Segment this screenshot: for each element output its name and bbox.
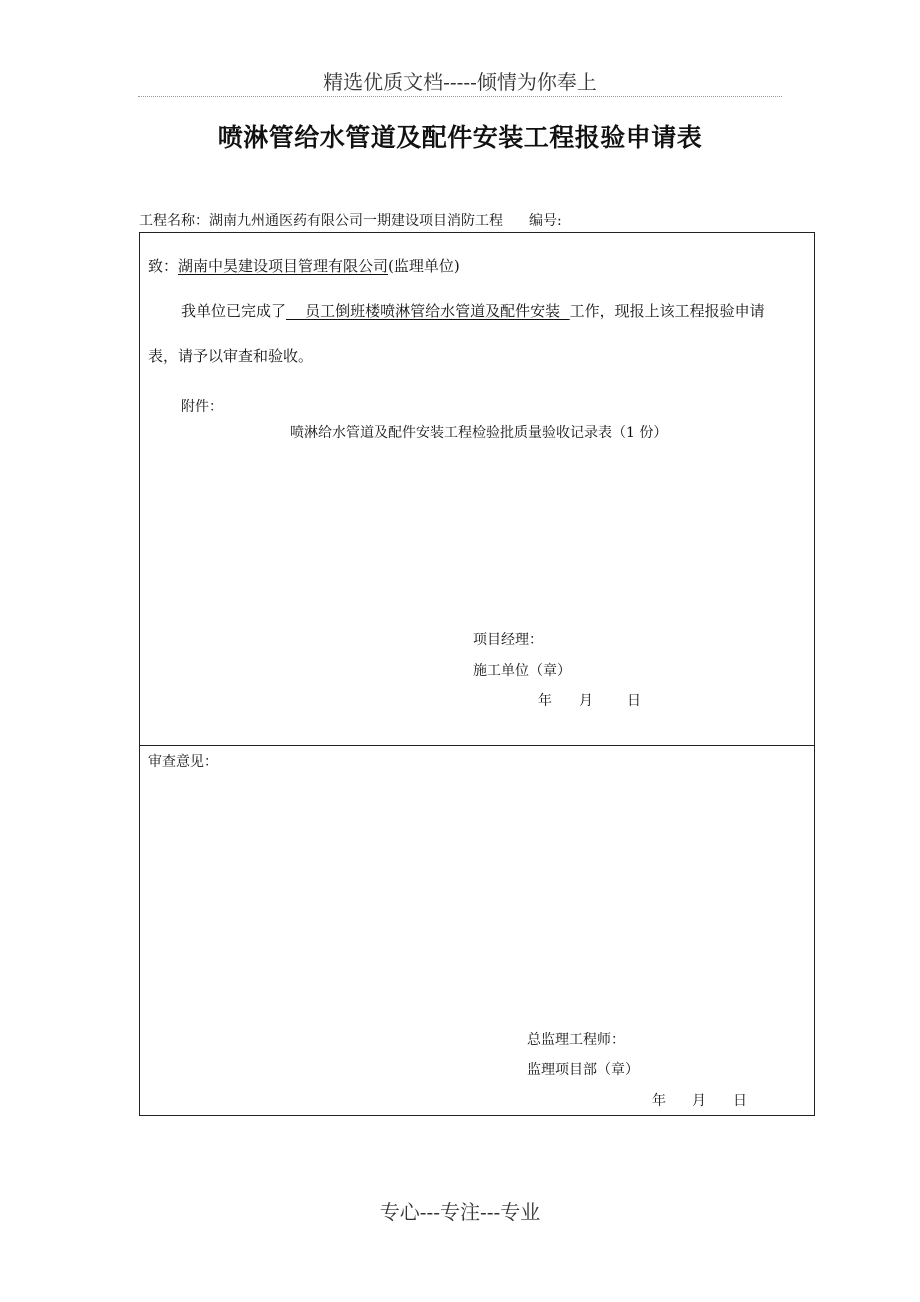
chief-supervisor-label: 总监理工程师： (527, 1032, 625, 1048)
completed-work-name: 员工倒班楼喷淋管给水管道及配件安装 (286, 302, 570, 320)
document-title: 喷淋管给水管道及配件安装工程报验申请表 (217, 123, 703, 152)
project-info-line (139, 210, 562, 230)
statement-prefix: 我单位已完成了 (181, 302, 287, 320)
construction-unit-label: 施工单位（章） (473, 663, 571, 679)
supervision-dept-label: 监理项目部（章） (527, 1062, 639, 1078)
application-date-month: 月 (579, 693, 593, 709)
recipient-line (148, 255, 460, 276)
statement-suffix: 工作，现报上该工程报验申请 (569, 302, 765, 320)
statement-line2: 表，请予以审查和验收。 (148, 347, 314, 365)
page-header: 精选优质文档-----倾情为你奉上 (323, 70, 597, 94)
form-row-divider (139, 745, 815, 746)
application-date-day: 日 (627, 693, 641, 709)
number-label: 编号: (529, 213, 562, 229)
project-manager-label: 项目经理： (473, 632, 543, 648)
review-date-day: 日 (733, 1093, 747, 1109)
page-footer: 专心---专注---专业 (379, 1200, 541, 1224)
completion-statement (181, 300, 765, 321)
recipient-suffix: (监理单位) (388, 257, 460, 275)
recipient-company: 湖南中昊建设项目管理有限公司 (178, 257, 389, 275)
application-date-year: 年 (538, 693, 552, 709)
project-name-label: 工程名称： (139, 213, 209, 229)
review-date-year: 年 (652, 1093, 666, 1109)
attachment-label: 附件： (181, 399, 223, 415)
review-opinion-label: 审查意见： (148, 754, 218, 770)
project-name: 湖南九州通医药有限公司一期建设项目消防工程 (209, 213, 503, 229)
header-divider (138, 96, 782, 97)
attachment-item: 喷淋给水管道及配件安装工程检验批质量验收记录表（1 份） (290, 425, 668, 441)
review-date-month: 月 (692, 1093, 706, 1109)
recipient-prefix: 致： (148, 257, 179, 275)
